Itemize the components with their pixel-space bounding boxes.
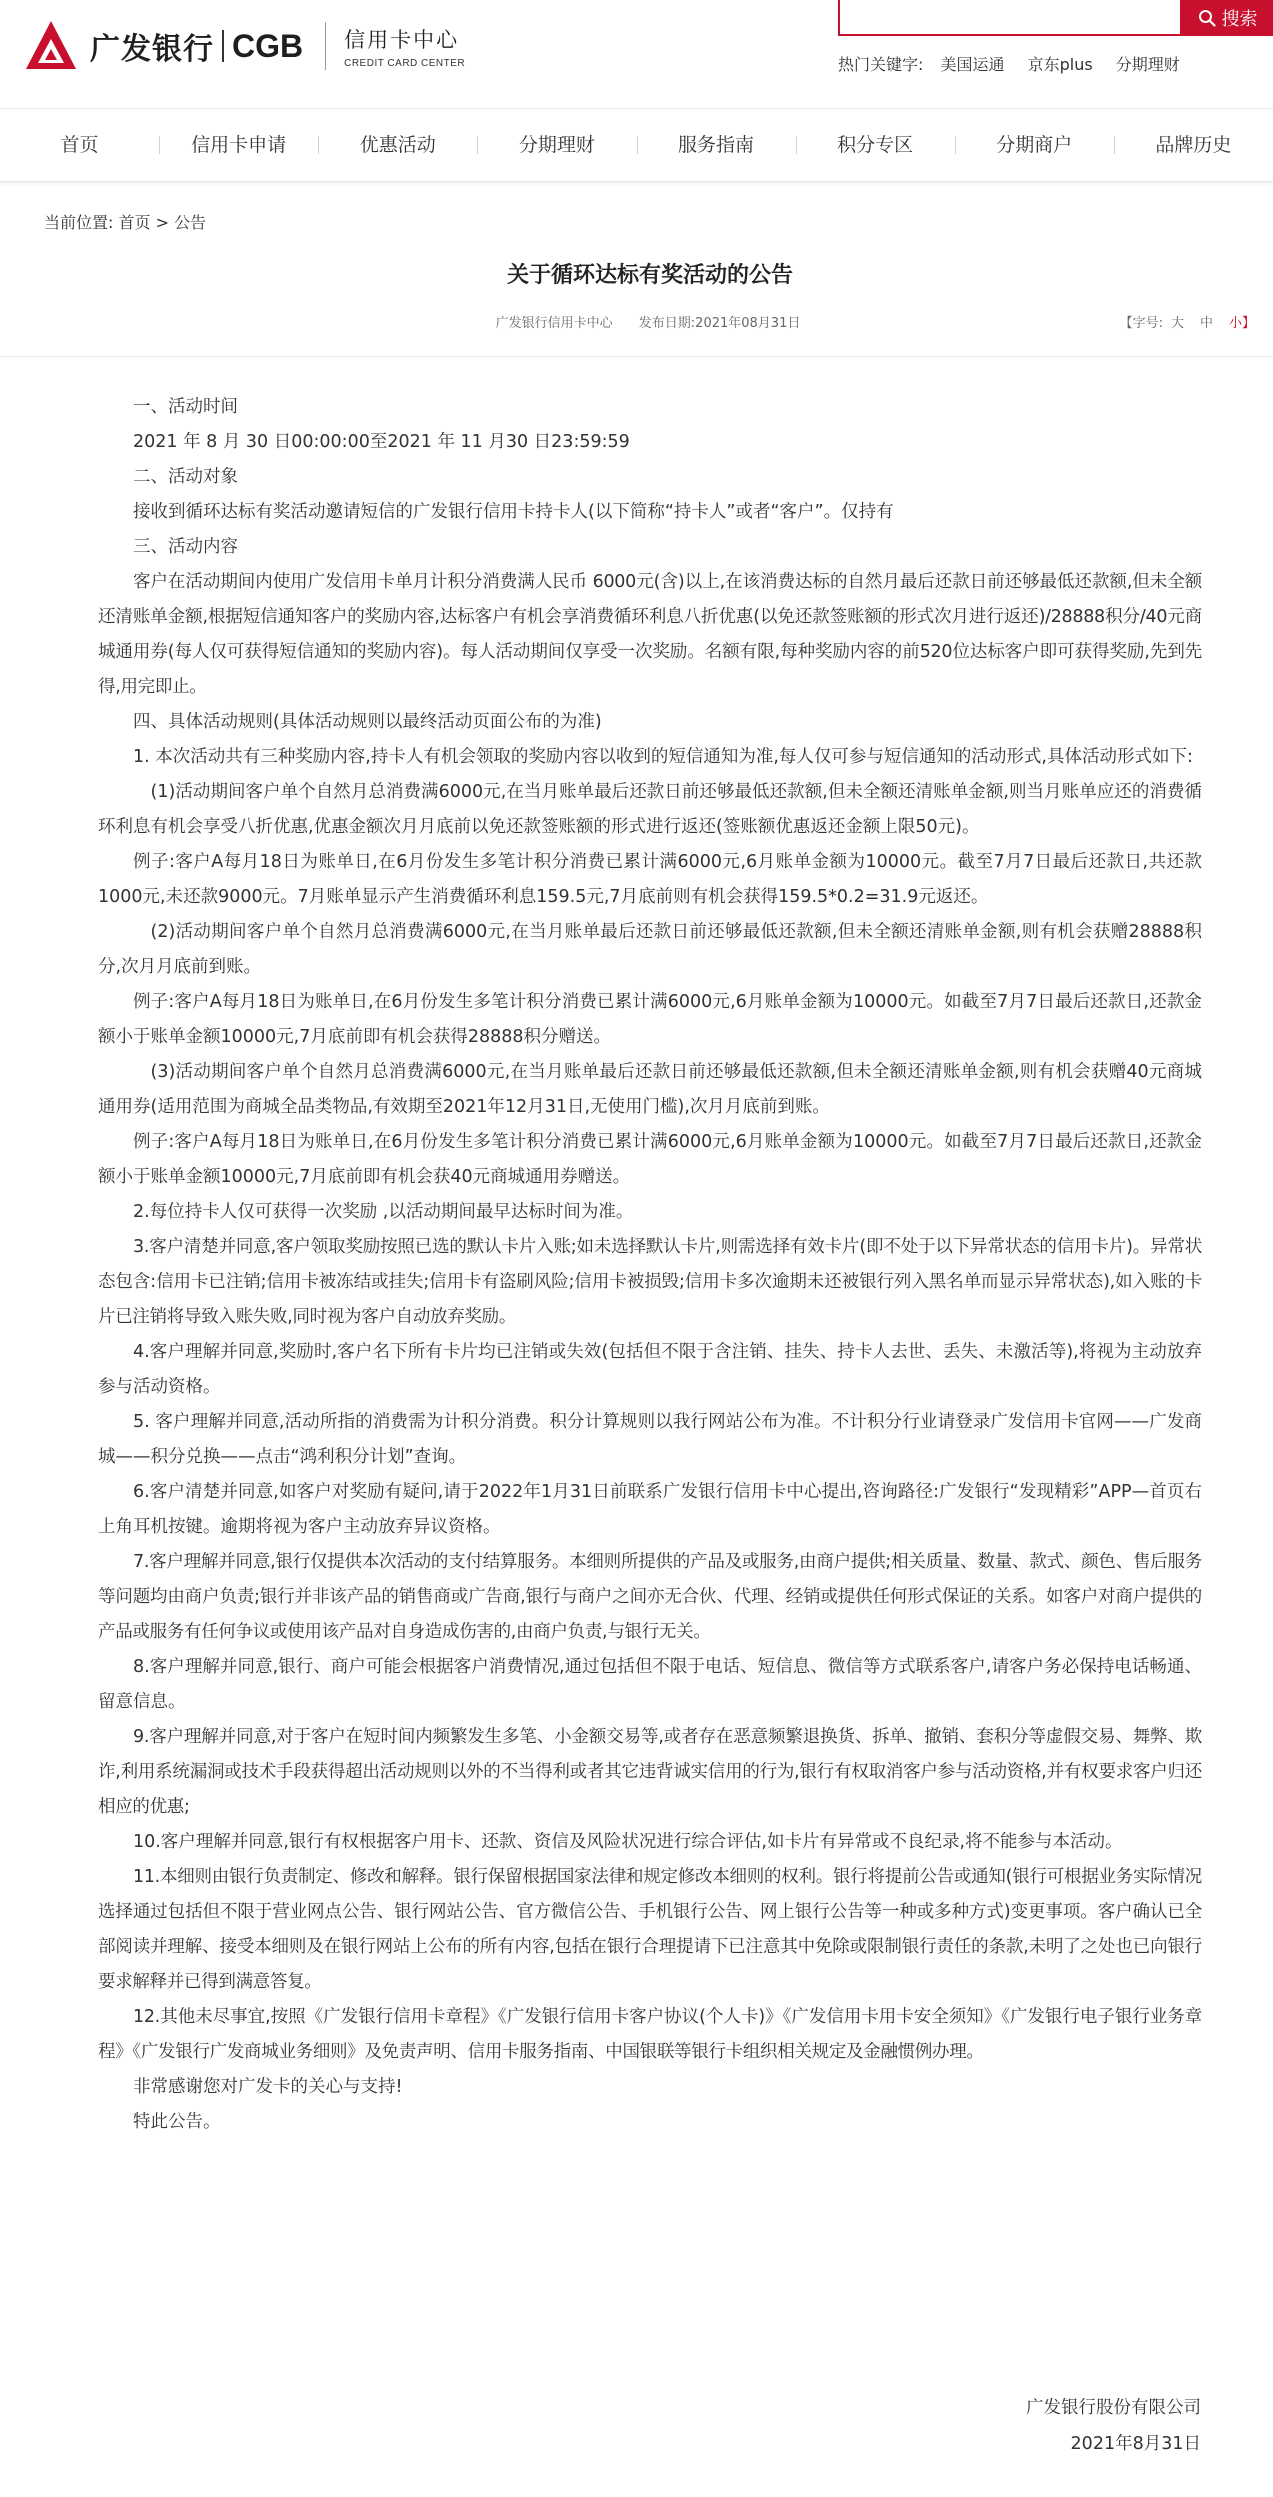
article-paragraph: 5. 客户理解并同意,活动所指的消费需为计积分消费。积分计算规则以我行网站公布为准。不计积分行业请登录广发信用卡官网——广发商城——积分兑换——点击“鸿利积分计划”查询。 <box>98 1412 1202 1467</box>
article-source: 广发银行信用卡中心 <box>495 316 613 331</box>
page-title: 关于循环达标有奖活动的公告 <box>506 263 793 288</box>
article-paragraph: 3.客户清楚并同意,客户领取奖励按照已选的默认卡片入账;如未选择默认卡片,则需选择有效卡片(即不处于以下异常状态的信用卡片)。异常状态包含:信用卡已注销;信用卡被冻结或挂失;信用卡有盗刷风险;信用卡被损毁;信用卡多次逾期未还被银行列入黑名单而显示异常状态),如入账的卡片已注销将导致入账失败,同时视为客户自动放弃奖励。 <box>98 1237 1202 1327</box>
nav-item-card-apply[interactable]: 信用卡申请 <box>159 108 318 182</box>
breadcrumb-separator: > <box>155 213 170 232</box>
main-nav <box>0 108 1273 182</box>
font-size-large[interactable]: 大 <box>1170 316 1184 331</box>
article-paragraph: 2021 年 8 月 30 日00:00:00至2021 年 11 月30 日23:59:59 <box>133 432 630 452</box>
sign-date: 2021年8月31日 <box>1070 2434 1201 2454</box>
divider <box>0 356 1273 357</box>
article-body <box>98 390 1202 2140</box>
article-paragraph: (1)活动期间客户单个自然月总消费满6000元,在当月账单最后还款日前还够最低还款额,但未全额还清账单金额,则当月账单应还的消费循环利息有机会享受八折优惠,优惠金额次月月底前以免还款签账额的形式进行返还(签账额优惠返还金额上限50元)。 <box>98 782 1202 837</box>
logo-separator <box>222 30 224 62</box>
search-button[interactable] <box>1182 0 1273 36</box>
logo-center <box>344 24 465 69</box>
search-button-label: 搜索 <box>1221 9 1258 29</box>
article-paragraph: 1. 本次活动共有三种奖励内容,持卡人有机会领取的奖励内容以收到的短信通知为准,每人仅可参与短信通知的活动形式,具体活动形式如下: <box>133 747 1193 767</box>
article-paragraph: 9.客户理解并同意,对于客户在短时间内频繁发生多笔、小金额交易等,或者存在恶意频繁退换货、拆单、撤销、套积分等虚假交易、舞弊、欺诈,利用系统漏洞或技术手段获得超出活动规则以外的不当得利或者其它违背诚实信用的行为,银行有权取消客户参与活动资格,并有权要求客户归还相应的优惠; <box>98 1727 1202 1817</box>
nav-item-home[interactable]: 首页 <box>60 134 99 156</box>
font-size-small[interactable]: 小】 <box>1228 316 1255 331</box>
nav-item-installment[interactable]: 分期理财 <box>477 108 636 182</box>
article-paragraph: 客户在活动期间内使用广发信用卡单月计积分消费满人民币 6000元(含)以上,在该消费达标的自然月最后还款日前还够最低还款额,但未全额还清账单金额,根据短信通知客户的奖励内容,达标客户有机会享消费循环利息八折优惠(以免还款签账额的形式次月进行返还)/28888积分/40元商城通用券(每人仅可获得短信通知的奖励内容)。每人活动期间仅享受一次奖励。名额有限,每种奖励内容的前520位达标客户即可获得奖励,先到先得,用完即止。 <box>98 572 1202 697</box>
site-logo[interactable] <box>24 18 465 74</box>
article-paragraph: 4.客户理解并同意,奖励时,客户名下所有卡片均已注销或失效(包括但不限于含注销、挂失、持卡人去世、丢失、未激活等),将视为主动放弃参与活动资格。 <box>98 1342 1202 1397</box>
signer-name: 广发银行股份有限公司 <box>1026 2398 1201 2418</box>
hot-keywords-label: 热门关键字: <box>838 55 924 74</box>
site-header <box>0 0 1273 100</box>
font-size-switcher <box>1120 312 1257 331</box>
nav-item-service-guide[interactable]: 服务指南 <box>637 108 796 182</box>
closing-line: 特此公告。 <box>133 2112 221 2132</box>
font-size-medium[interactable]: 中 <box>1199 316 1213 331</box>
article-paragraph: 2.每位持卡人仅可获得一次奖励 ,以活动期间最早达标时间为准。 <box>133 1202 634 1222</box>
article-paragraph: 接收到循环达标有奖活动邀请短信的广发银行信用卡持卡人(以下简称“持卡人”或者“客户”。仅持有 <box>133 502 894 522</box>
section-heading: 二、活动对象 <box>133 467 238 487</box>
section-heading: 四、具体活动规则(具体活动规则以最终活动页面公布的为准) <box>133 712 602 732</box>
breadcrumb-home-link[interactable]: 首页 <box>118 213 151 232</box>
article-date: 发布日期:2021年08月31日 <box>638 316 801 331</box>
article-paragraph: (3)活动期间客户单个自然月总消费满6000元,在当月账单最后还款日前还够最低还款额,但未全额还清账单金额,则有机会获赠40元商城通用券(适用范围为商城全品类物品,有效期至2021年12月31日,无使用门槛),次月月底前到账。 <box>98 1062 1202 1117</box>
section-heading: 一、活动时间 <box>133 397 238 417</box>
cgb-logo-icon <box>24 19 78 73</box>
logo-center-cn: 信用卡中心 <box>344 27 460 52</box>
article-paragraph: 10.客户理解并同意,银行有权根据客户用卡、还款、资信及风险状况进行综合评估,如卡片有异常或不良纪录,将不能参与本活动。 <box>133 1832 1123 1852</box>
breadcrumb-current[interactable]: 公告 <box>174 213 207 232</box>
article-paragraph: 7.客户理解并同意,银行仅提供本次活动的支付结算服务。本细则所提供的产品及或服务,由商户提供;相关质量、数量、款式、颜色、售后服务等问题均由商户负责;银行并非该产品的销售商或广告商,银行与商户之间亦无合伙、代理、经销或提供任何形式保证的关系。如客户对商户提供的产品或服务有任何争议或使用该产品对自身造成伤害的,由商户负责,与银行无关。 <box>98 1552 1202 1642</box>
logo-divider <box>325 22 326 70</box>
logo-bank-name: 广发银行 <box>90 32 214 67</box>
logo-bank-abbr: CGB <box>232 27 304 64</box>
article-paragraph: 8.客户理解并同意,银行、商户可能会根据客户消费情况,通过包括但不限于电话、短信息、微信等方式联系客户,请客户务必保持电话畅通、留意信息。 <box>98 1657 1202 1712</box>
hot-keyword-link[interactable]: 京东plus <box>1027 55 1093 74</box>
search-icon <box>1198 9 1216 27</box>
breadcrumb <box>44 210 206 233</box>
article-signature <box>941 2390 1201 2462</box>
nav-item-brand-history[interactable]: 品牌历史 <box>1114 108 1273 182</box>
hot-keyword-link[interactable]: 分期理财 <box>1115 55 1180 74</box>
section-heading: 三、活动内容 <box>133 537 238 557</box>
hot-keyword-link[interactable]: 美国运通 <box>940 55 1005 74</box>
article-paragraph: 6.客户清楚并同意,如客户对奖励有疑问,请于2022年1月31日前联系广发银行信用卡中心提出,咨询路径:广发银行“发现精彩”APP—首页右上角耳机按键。逾期将视为客户主动放弃异议资格。 <box>98 1482 1202 1537</box>
article-meta <box>0 312 1273 331</box>
closing-line: 非常感谢您对广发卡的关心与支持! <box>133 2077 403 2097</box>
nav-item-merchants[interactable]: 分期商户 <box>955 108 1114 182</box>
font-size-label: 【字号: <box>1119 316 1163 331</box>
hot-keywords <box>838 52 1198 75</box>
nav-item-promotions[interactable]: 优惠活动 <box>318 108 477 182</box>
breadcrumb-label: 当前位置: <box>44 213 114 232</box>
search-input[interactable] <box>838 0 1182 36</box>
article-paragraph: 例子:客户A每月18日为账单日,在6月份发生多笔计积分消费已累计满6000元,6月账单金额为10000元。如截至7月7日最后还款日,还款金额小于账单金额10000元,7月底前即有机会获得28888积分赠送。 <box>98 992 1202 1047</box>
article-paragraph: 例子:客户A每月18日为账单日,在6月份发生多笔计积分消费已累计满6000元,6月账单金额为10000元。如截至7月7日最后还款日,还款金额小于账单金额10000元,7月底前即有机会获40元商城通用券赠送。 <box>98 1132 1202 1187</box>
article-paragraph: 例子:客户A每月18日为账单日,在6月份发生多笔计积分消费已累计满6000元,6月账单金额为10000元。截至7月7日最后还款日,共还款1000元,未还款9000元。7月账单显示产生消费循环利息159.5元,7月底前则有机会获得159.5*0.2=31.9元返还。 <box>98 852 1202 907</box>
logo-center-en: CREDIT CARD CENTER <box>344 57 466 69</box>
article-paragraph: 11.本细则由银行负责制定、修改和解释。银行保留根据国家法律和规定修改本细则的权利。银行将提前公告或通知(银行可根据业务实际情况选择通过包括但不限于营业网点公告、银行网站公告、官方微信公告、手机银行公告、网上银行公告等一种或多种方式)变更事项。客户确认已全部阅读并理解、接受本细则及在银行网站上公布的所有内容,包括在银行合理提请下已注意其中免除或限制银行责任的条款,未明了之处也已向银行要求解释并已得到满意答复。 <box>98 1867 1202 1992</box>
article-paragraph: 12.其他未尽事宜,按照《广发银行信用卡章程》《广发银行信用卡客户协议(个人卡)》《广发信用卡用卡安全须知》《广发银行电子银行业务章程》《广发银行广发商城业务细则》及免责声明、信用卡服务指南、中国银联等银行卡组织相关规定及金融惯例办理。 <box>98 2007 1202 2062</box>
article-paragraph: (2)活动期间客户单个自然月总消费满6000元,在当月账单最后还款日前还够最低还款额,但未全额还清账单金额,则有机会获赠28888积分,次月月底前到账。 <box>98 922 1202 977</box>
nav-item-points[interactable]: 积分专区 <box>796 108 955 182</box>
